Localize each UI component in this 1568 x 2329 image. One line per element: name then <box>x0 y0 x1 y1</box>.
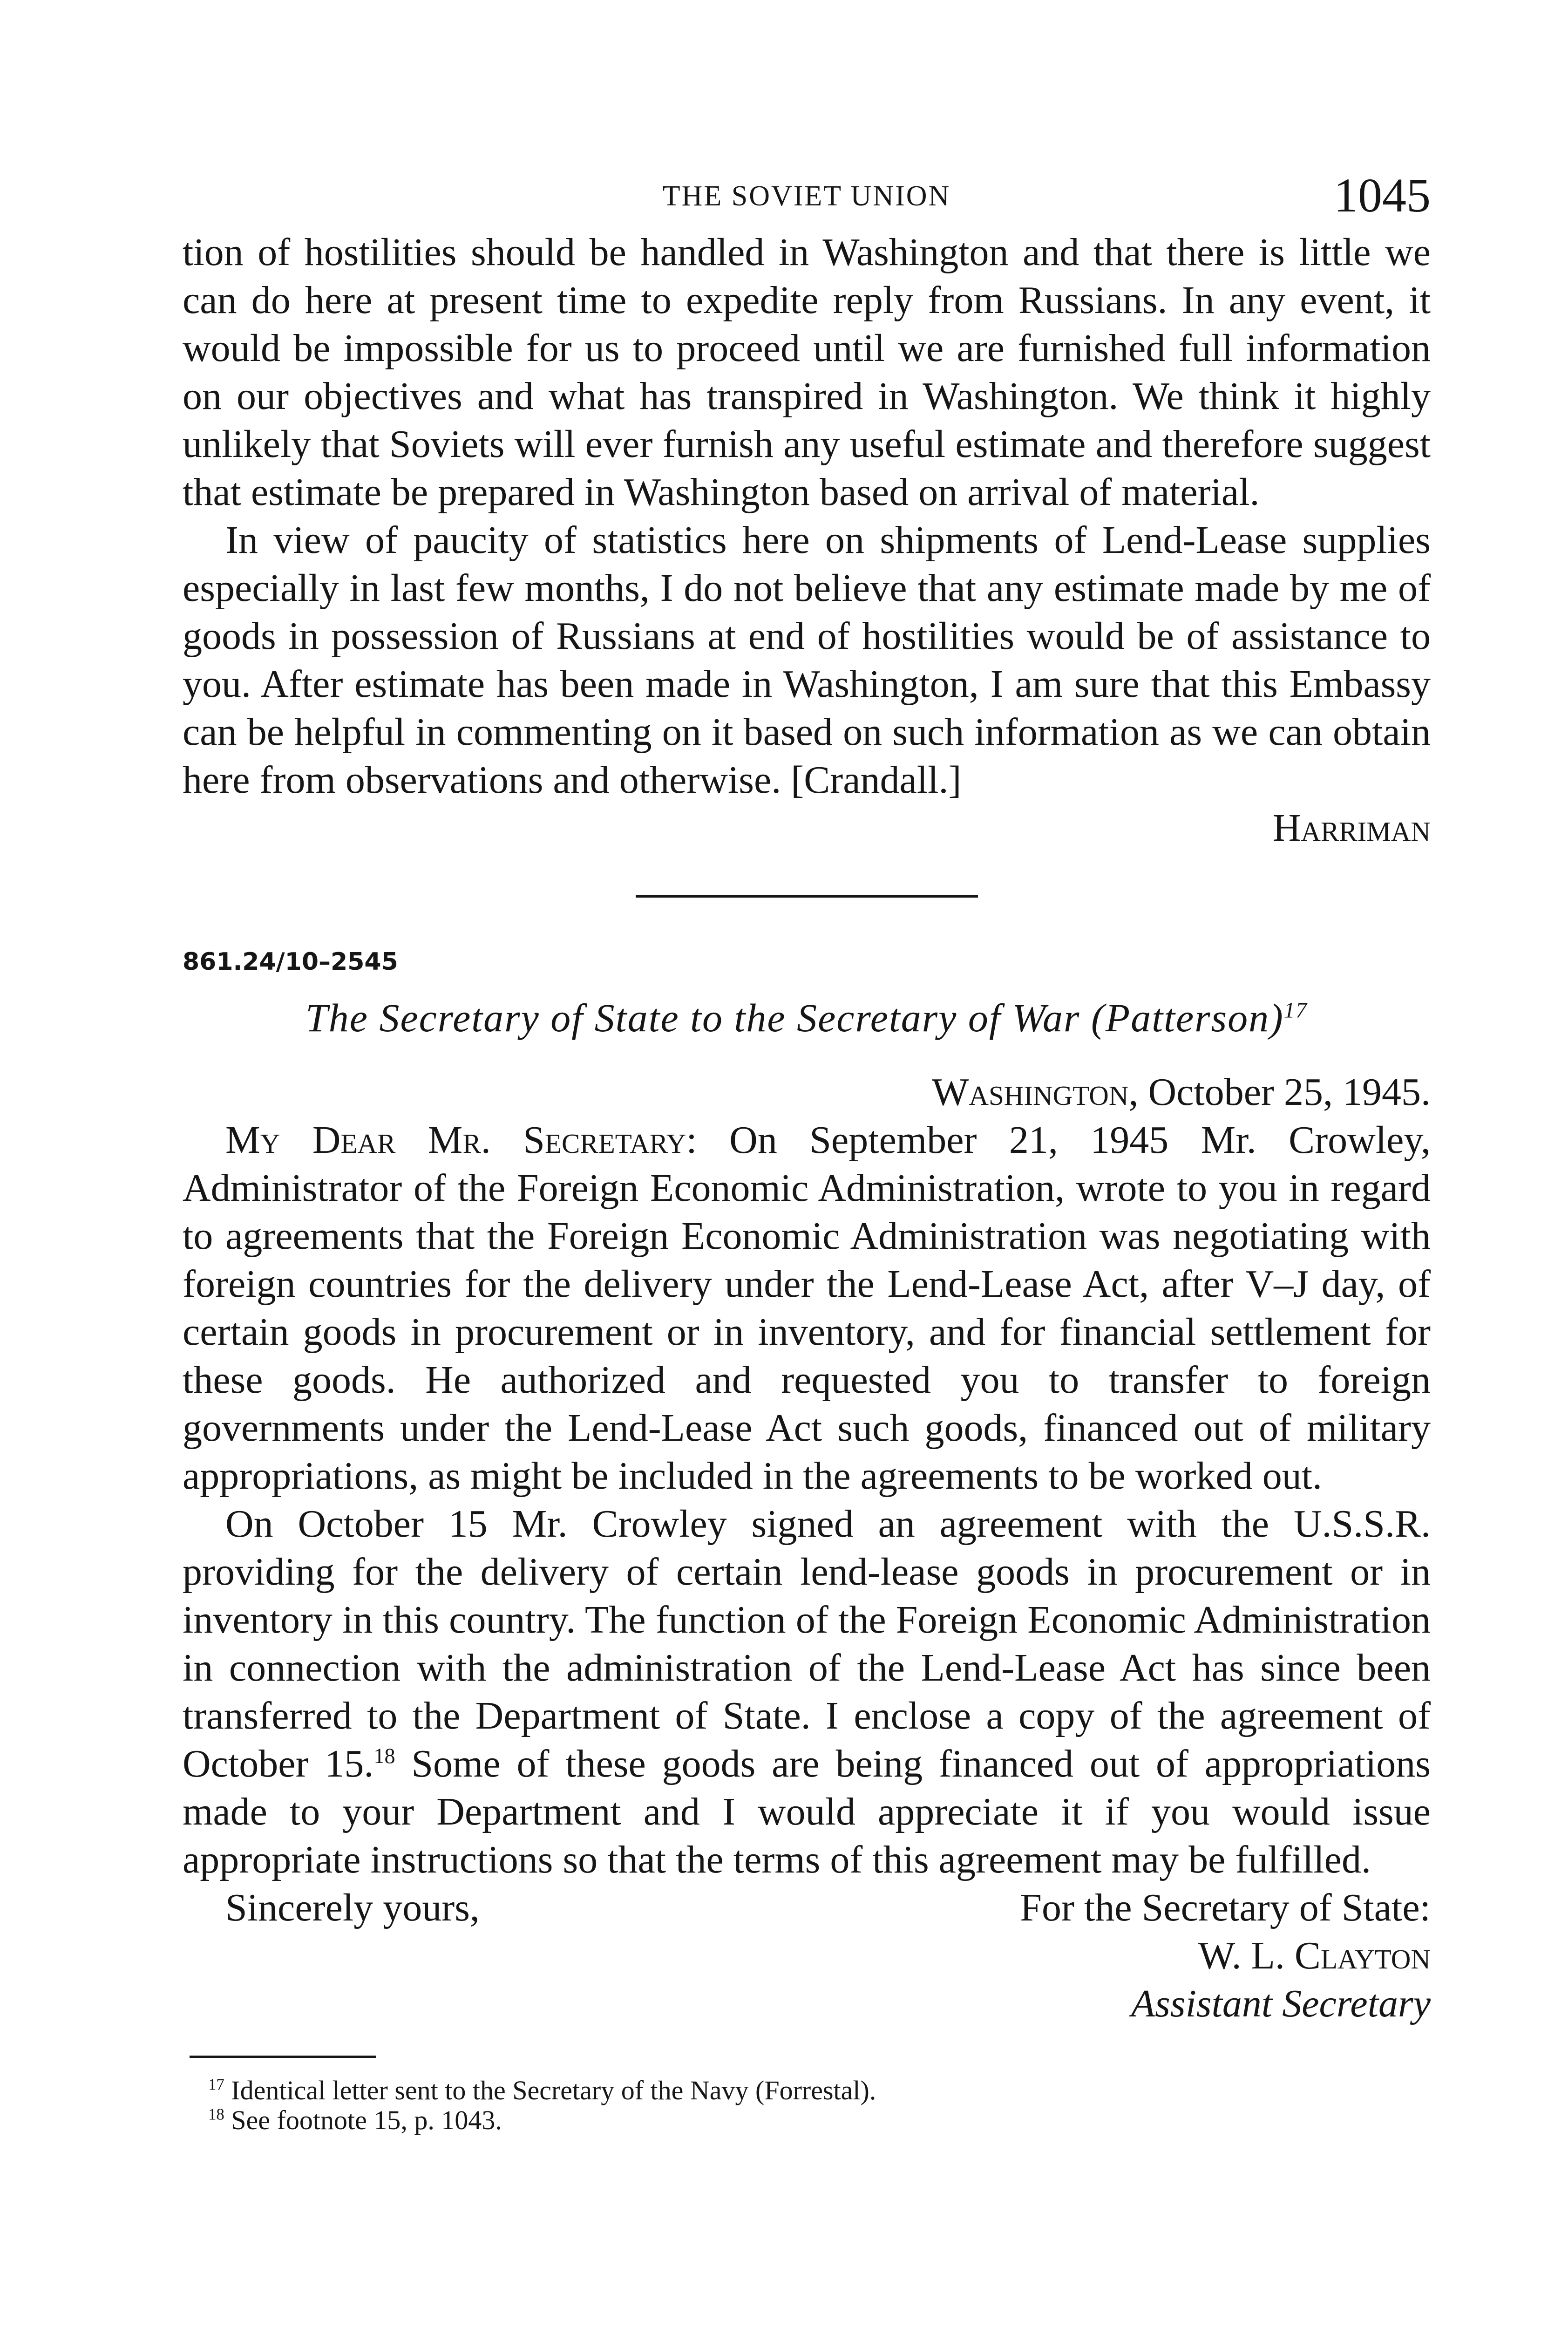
letter-body <box>183 1116 1431 1884</box>
footnote-text: Identical letter sent to the Secretary of the Navy (Forrestal). <box>231 2075 876 2105</box>
file-number: 861.24/10–2545 <box>183 948 398 976</box>
heading-text: The Secretary of State to the Secretary of War (Patterson) <box>305 995 1284 1040</box>
page <box>183 168 1431 2135</box>
paragraph <box>183 1116 1431 1500</box>
document-heading <box>183 994 1431 1041</box>
paragraph <box>183 1500 1431 1884</box>
signer-title: Assistant Secretary <box>1131 1982 1431 2025</box>
salutation: My Dear Mr. Secretary: <box>225 1118 697 1162</box>
dateline-place: Washington <box>932 1070 1129 1114</box>
dateline-date: , October 25, 1945. <box>1128 1070 1431 1114</box>
footnote-marker: 17 <box>208 2075 224 2094</box>
footnote-text: See footnote 15, p. 1043. <box>231 2105 502 2135</box>
footnote-rule <box>190 2056 376 2058</box>
paragraph: In view of paucity of statistics here on shipments of Lend-Lease supplies especially in last few months, I do not believe that any estimate made by me of goods in possession of Russians at end of hostilities would be of assistance to you. After estimate has been made in Washington, I am sure that this Embassy can be helpful in commenting on it based on such information as we can obtain here from observations and otherwise. [Crandall.] <box>183 518 1431 802</box>
complimentary-close: Sincerely yours, <box>225 1886 480 1929</box>
paragraph-text: On September 21, 1945 Mr. Crowley, Administrator of the Foreign Economic Administration, wrote to you in regard to agreements that the Foreign Economic Administration was negotiating with foreign countries for the delivery under the Lend-Lease Act, after V–J day, of certain goods in procurement or in inventory, and for financial settlement for these goods. He authorized and requested you to transfer to foreign governments under the Lend-Lease Act such goods, financed out of military appropriations, as might be included in the agreements to be worked out. <box>183 1118 1431 1498</box>
footnote-ref-17: 17 <box>1283 998 1308 1023</box>
paragraph-text: Some of these goods are being financed out of appropriations made to your Department and I would appreciate it if you would issue appropriate instructions so that the terms of this agreement may be fulfilled. <box>183 1742 1431 1881</box>
footnote-ref-18: 18 <box>373 1744 395 1768</box>
dateline <box>183 1068 1431 1116</box>
signature-line: For the Secretary of State: <box>1020 1886 1431 1929</box>
section-divider <box>636 895 978 898</box>
harriman-telegram-text <box>183 228 1431 804</box>
footnote-marker: 18 <box>208 2105 224 2124</box>
paragraph: tion of hostilities should be handled in Washington and that there is little we can do here at present time to expedite reply from Russians. In any event, it would be impossible for us to proceed until we are furnished full information on our objectives and what has transpired in Washington. We think it highly unlikely that Soviets will ever furnish any useful estimate and therefore suggest that estimate be prepared in Washington based on arrival of material. <box>183 231 1431 514</box>
footnote <box>183 2076 1431 2105</box>
running-head <box>183 168 1431 228</box>
paragraph-text: On October 15 Mr. Crowley signed an agreement with the U.S.S.R. providing for the delivery of certain lend-lease goods in procurement or in inventory in this country. The function of the Foreign Economic Administration in connection with the administration of the Lend-Lease Act has since been transferred to the Department of State. I enclose a copy of the agreement of October 15. <box>183 1502 1431 1785</box>
closing-line <box>183 1884 1431 1932</box>
signature-harriman: Harriman <box>1272 806 1431 850</box>
page-number: 1045 <box>1334 169 1431 222</box>
running-title: THE SOVIET UNION <box>662 180 951 212</box>
footnote <box>183 2105 1431 2135</box>
signer-name: W. L. Clayton <box>1198 1934 1431 1977</box>
